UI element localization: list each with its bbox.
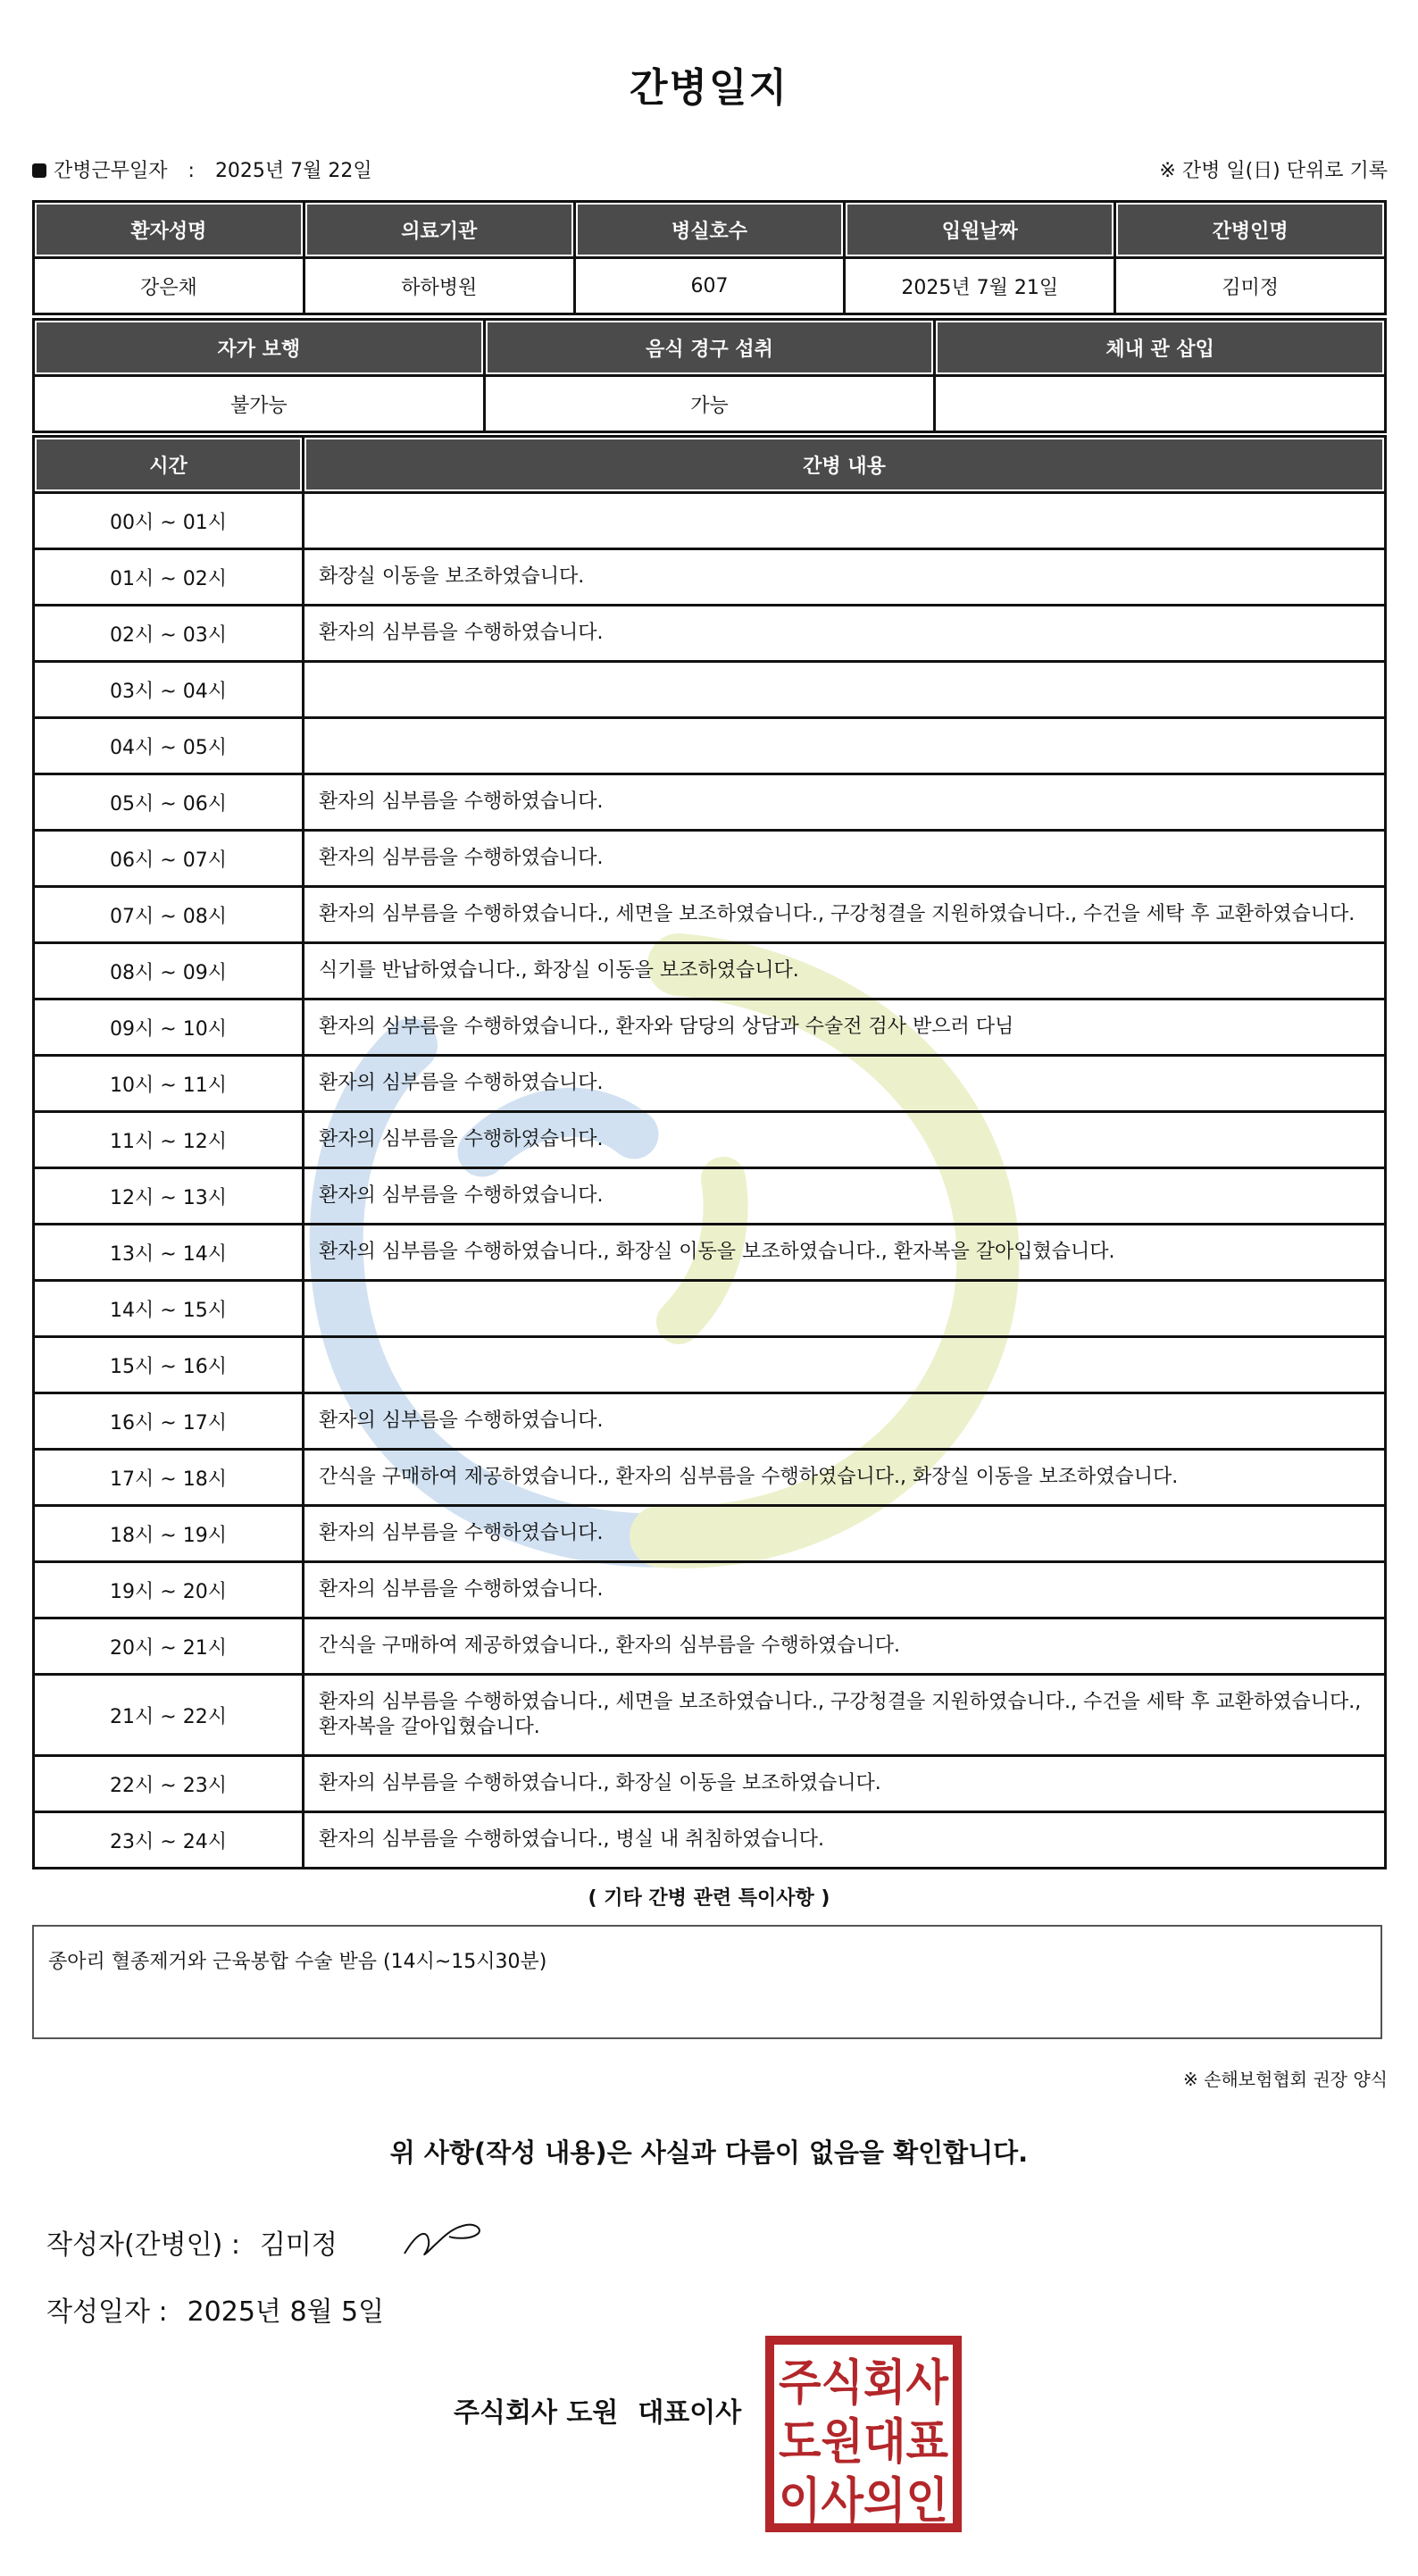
notes-title: ( 기타 간병 관련 특이사항 ) (588, 1887, 830, 1910)
work-date-line (32, 155, 372, 183)
time-slot: 11시 ~ 12시 (34, 1112, 304, 1168)
caregiver-name: 김미정 (1115, 258, 1386, 314)
care-content: 화장실 이동을 보조하였습니다. (304, 549, 1386, 606)
time-slot: 02시 ~ 03시 (34, 606, 304, 662)
care-content: 환자의 심부름을 수행하였습니다., 병실 내 취침하였습니다. (304, 1812, 1386, 1869)
care-content: 환자의 심부름을 수행하였습니다., 환자와 담당의 상담과 수술전 검사 받으러 다님 (304, 999, 1386, 1056)
header-hospital: 의료기관 (304, 202, 574, 258)
table-row (34, 1756, 1386, 1812)
patient-name: 강은채 (34, 258, 304, 314)
header-admission-date: 입원날짜 (845, 202, 1115, 258)
work-date-label: 간병근무일자 (54, 160, 168, 182)
time-slot: 09시 ~ 10시 (34, 999, 304, 1056)
company-line (454, 2390, 741, 2430)
tube-insertion-value (935, 376, 1386, 432)
time-slot: 15시 ~ 16시 (34, 1337, 304, 1393)
signature-image (400, 2213, 489, 2267)
company-name: 주식회사 도원 (454, 2397, 619, 2429)
header-oral-intake: 음식 경구 섭취 (484, 320, 935, 376)
care-content: 환자의 심부름을 수행하였습니다., 세면을 보조하였습니다., 구강청결을 지원하였습니다., 수건을 세탁 후 교환하였습니다., 환자복을 갈아입혔습니다. (304, 1675, 1386, 1756)
table-row (34, 1281, 1386, 1337)
time-slot: 19시 ~ 20시 (34, 1562, 304, 1618)
notes-box (32, 1925, 1382, 2039)
hospital-name: 하하병원 (304, 258, 574, 314)
confirmation-statement: 위 사항(작성 내용)은 사실과 다름이 없음을 확인합니다. (389, 2137, 1029, 2168)
care-content: 환자의 심부름을 수행하였습니다., 화장실 이동을 보조하였습니다., 환자복을 갈아입혔습니다. (304, 1225, 1386, 1281)
care-content: 환자의 심부름을 수행하였습니다., 화장실 이동을 보조하였습니다. (304, 1756, 1386, 1812)
time-slot: 22시 ~ 23시 (34, 1756, 304, 1812)
care-content (304, 718, 1386, 774)
record-unit-note: ※ 간병 일(日) 단위로 기록 (1159, 160, 1388, 182)
time-slot: 14시 ~ 15시 (34, 1281, 304, 1337)
table-row (34, 999, 1386, 1056)
patient-info-table (32, 200, 1387, 315)
care-content: 환자의 심부름을 수행하였습니다. (304, 1562, 1386, 1618)
care-content: 환자의 심부름을 수행하였습니다. (304, 774, 1386, 831)
work-date-value: 2025년 7월 22일 (214, 160, 372, 182)
patient-status-table (32, 318, 1387, 433)
table-row (34, 1618, 1386, 1675)
time-slot: 07시 ~ 08시 (34, 887, 304, 943)
time-slot: 05시 ~ 06시 (34, 774, 304, 831)
header-self-walking: 자가 보행 (34, 320, 485, 376)
table-row (34, 1056, 1386, 1112)
table-row (34, 493, 1386, 549)
time-slot: 01시 ~ 02시 (34, 549, 304, 606)
document-title: 간병일지 (629, 65, 788, 111)
care-log-table (32, 435, 1387, 1869)
time-slot: 23시 ~ 24시 (34, 1812, 304, 1869)
time-slot: 04시 ~ 05시 (34, 718, 304, 774)
table-row (34, 1337, 1386, 1393)
care-content (304, 1337, 1386, 1393)
header-care-content: 간병 내용 (304, 437, 1386, 493)
table-row (34, 943, 1386, 999)
work-date-separator: : (188, 160, 195, 182)
writer-line (46, 2222, 338, 2262)
time-slot: 13시 ~ 14시 (34, 1225, 304, 1281)
admission-date: 2025년 7월 21일 (845, 258, 1115, 314)
table-row (34, 774, 1386, 831)
room-number: 607 (574, 258, 845, 314)
notes-content: 종아리 혈종제거와 근육봉합 수술 받음 (14시~15시30분) (48, 1951, 547, 1973)
care-content: 환자의 심부름을 수행하였습니다. (304, 606, 1386, 662)
table-row (34, 887, 1386, 943)
write-date-value: 2025년 8월 5일 (187, 2296, 385, 2328)
self-walking-value: 불가능 (34, 376, 485, 432)
time-slot: 12시 ~ 13시 (34, 1168, 304, 1225)
care-content (304, 1281, 1386, 1337)
care-content: 환자의 심부름을 수행하였습니다. (304, 1056, 1386, 1112)
svg-text:도원대표: 도원대표 (779, 2413, 948, 2470)
recommend-note: ※ 손해보험협회 권장 양식 (1182, 2069, 1388, 2090)
care-content: 환자의 심부름을 수행하였습니다., 세면을 보조하였습니다., 구강청결을 지원하였습니다., 수건을 세탁 후 교환하였습니다. (304, 887, 1386, 943)
bullet-square-icon (32, 163, 46, 178)
write-date-label: 작성일자 : (46, 2296, 168, 2328)
header-caregiver-name: 간병인명 (1115, 202, 1386, 258)
care-content: 환자의 심부름을 수행하였습니다. (304, 1168, 1386, 1225)
ceo-title: 대표이사 (638, 2397, 742, 2429)
care-content: 환자의 심부름을 수행하였습니다. (304, 1112, 1386, 1168)
time-slot: 06시 ~ 07시 (34, 831, 304, 887)
time-slot: 03시 ~ 04시 (34, 662, 304, 718)
table-row (34, 1393, 1386, 1450)
table-row (34, 718, 1386, 774)
time-slot: 16시 ~ 17시 (34, 1393, 304, 1450)
write-date-line (46, 2289, 384, 2329)
time-slot: 21시 ~ 22시 (34, 1675, 304, 1756)
care-content: 간식을 구매하여 제공하였습니다., 환자의 심부름을 수행하였습니다. (304, 1618, 1386, 1675)
care-content: 환자의 심부름을 수행하였습니다. (304, 831, 1386, 887)
table-row (34, 1506, 1386, 1562)
company-seal-stamp (764, 2335, 963, 2533)
time-slot: 20시 ~ 21시 (34, 1618, 304, 1675)
care-content: 환자의 심부름을 수행하였습니다. (304, 1393, 1386, 1450)
table-row (34, 1450, 1386, 1506)
table-row (34, 662, 1386, 718)
oral-intake-value: 가능 (484, 376, 935, 432)
table-row (34, 606, 1386, 662)
header-room-number: 병실호수 (574, 202, 845, 258)
writer-name: 김미정 (259, 2229, 338, 2261)
writer-label: 작성자(간병인) : (46, 2229, 240, 2261)
care-content: 간식을 구매하여 제공하였습니다., 환자의 심부름을 수행하였습니다., 화장실 이동을 보조하였습니다. (304, 1450, 1386, 1506)
table-row (34, 1225, 1386, 1281)
care-content: 식기를 반납하였습니다., 화장실 이동을 보조하였습니다. (304, 943, 1386, 999)
svg-text:주식회사: 주식회사 (779, 2354, 949, 2411)
time-slot: 17시 ~ 18시 (34, 1450, 304, 1506)
care-content (304, 493, 1386, 549)
table-row (34, 1812, 1386, 1869)
care-content (304, 662, 1386, 718)
header-time: 시간 (34, 437, 304, 493)
svg-text:이사의인: 이사의인 (779, 2472, 948, 2529)
time-slot: 10시 ~ 11시 (34, 1056, 304, 1112)
time-slot: 18시 ~ 19시 (34, 1506, 304, 1562)
table-row (34, 1112, 1386, 1168)
time-slot: 08시 ~ 09시 (34, 943, 304, 999)
time-slot: 00시 ~ 01시 (34, 493, 304, 549)
table-row (34, 1562, 1386, 1618)
care-content: 환자의 심부름을 수행하였습니다. (304, 1506, 1386, 1562)
table-row (34, 1168, 1386, 1225)
table-row (34, 831, 1386, 887)
table-row (34, 1675, 1386, 1756)
header-patient-name: 환자성명 (34, 202, 304, 258)
table-row (34, 549, 1386, 606)
header-tube-insertion: 체내 관 삽입 (935, 320, 1386, 376)
